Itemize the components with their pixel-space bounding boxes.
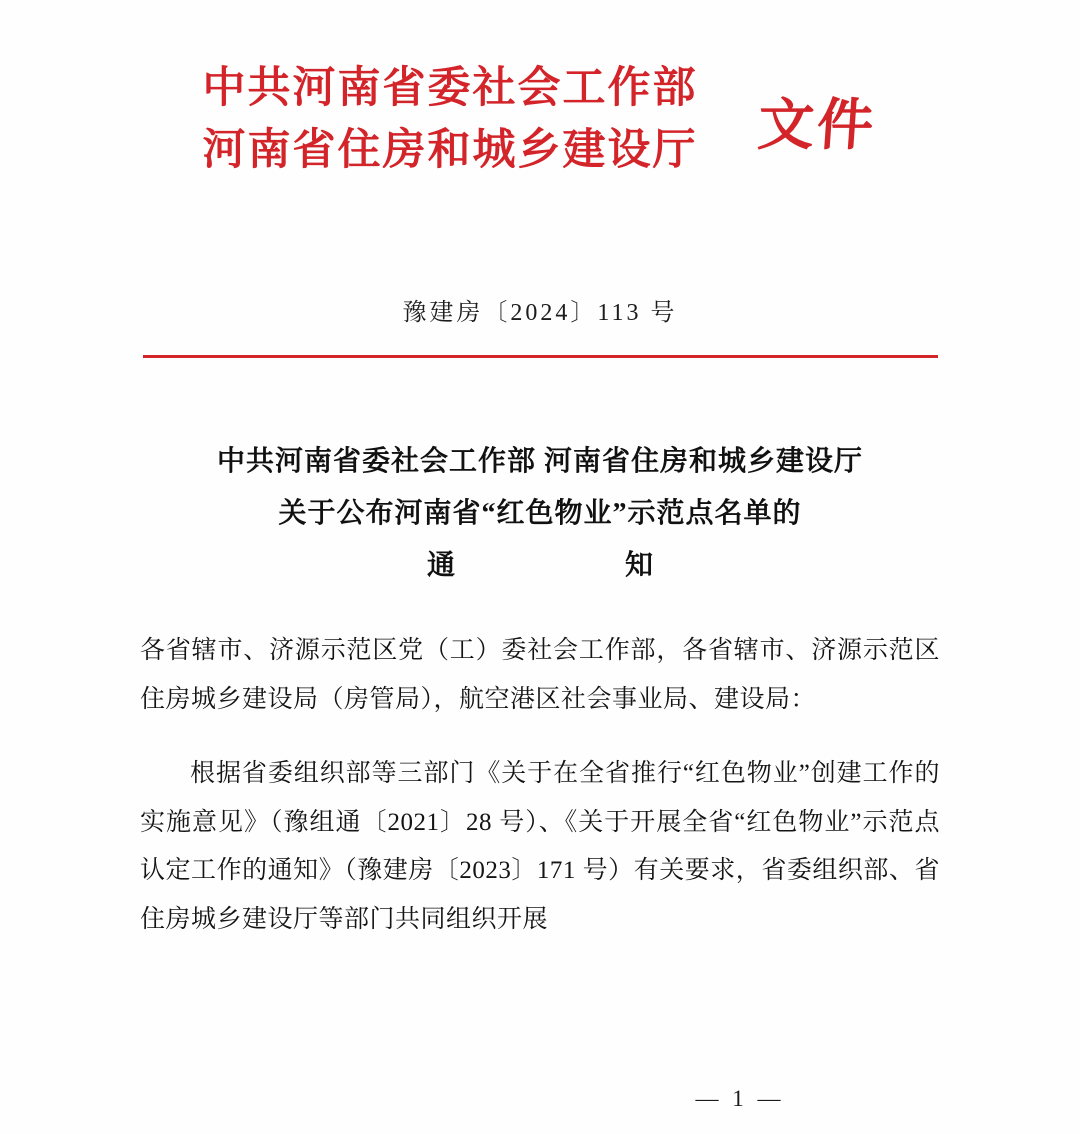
body-paragraph-1: 根据省委组织部等三部门《关于在全省推行“红色物业”创建工作的实施意见》（豫组通〔2021〕28 号）、《关于开展全省“红色物业”示范点认定工作的通知》（豫建房〔2023〕171 号）有关要求，省委组织部、省住房城乡建设厅等部门共同组织开展 [140, 759, 940, 934]
letterhead-agency-names [150, 58, 750, 183]
title-line-1: 中共河南省委社会工作部 河南省住房和城乡建设厅 [216, 446, 863, 477]
letterhead-wenjian-label: 文件 [755, 95, 879, 157]
document-number: 豫建房〔2024〕113 号 [402, 300, 678, 326]
letterhead-line-2: 河南省住房和城乡建设厅 [202, 127, 698, 175]
document-title [0, 436, 1080, 591]
body-addressee: 各省辖市、济源示范区党（工）委社会工作部，各省辖市、济源示范区住房城乡建设局（房管局），航空港区社会事业局、建设局： [140, 637, 940, 714]
letterhead [0, 0, 1080, 200]
title-line-3: 通 知 [426, 549, 691, 581]
document-body [140, 627, 940, 945]
title-line-2: 关于公布河南省“红色物业”示范点名单的 [278, 497, 802, 529]
red-separator-rule [143, 355, 938, 358]
page-number: — 1 — [695, 1086, 785, 1111]
letterhead-line-1: 中共河南省委社会工作部 [202, 65, 698, 112]
